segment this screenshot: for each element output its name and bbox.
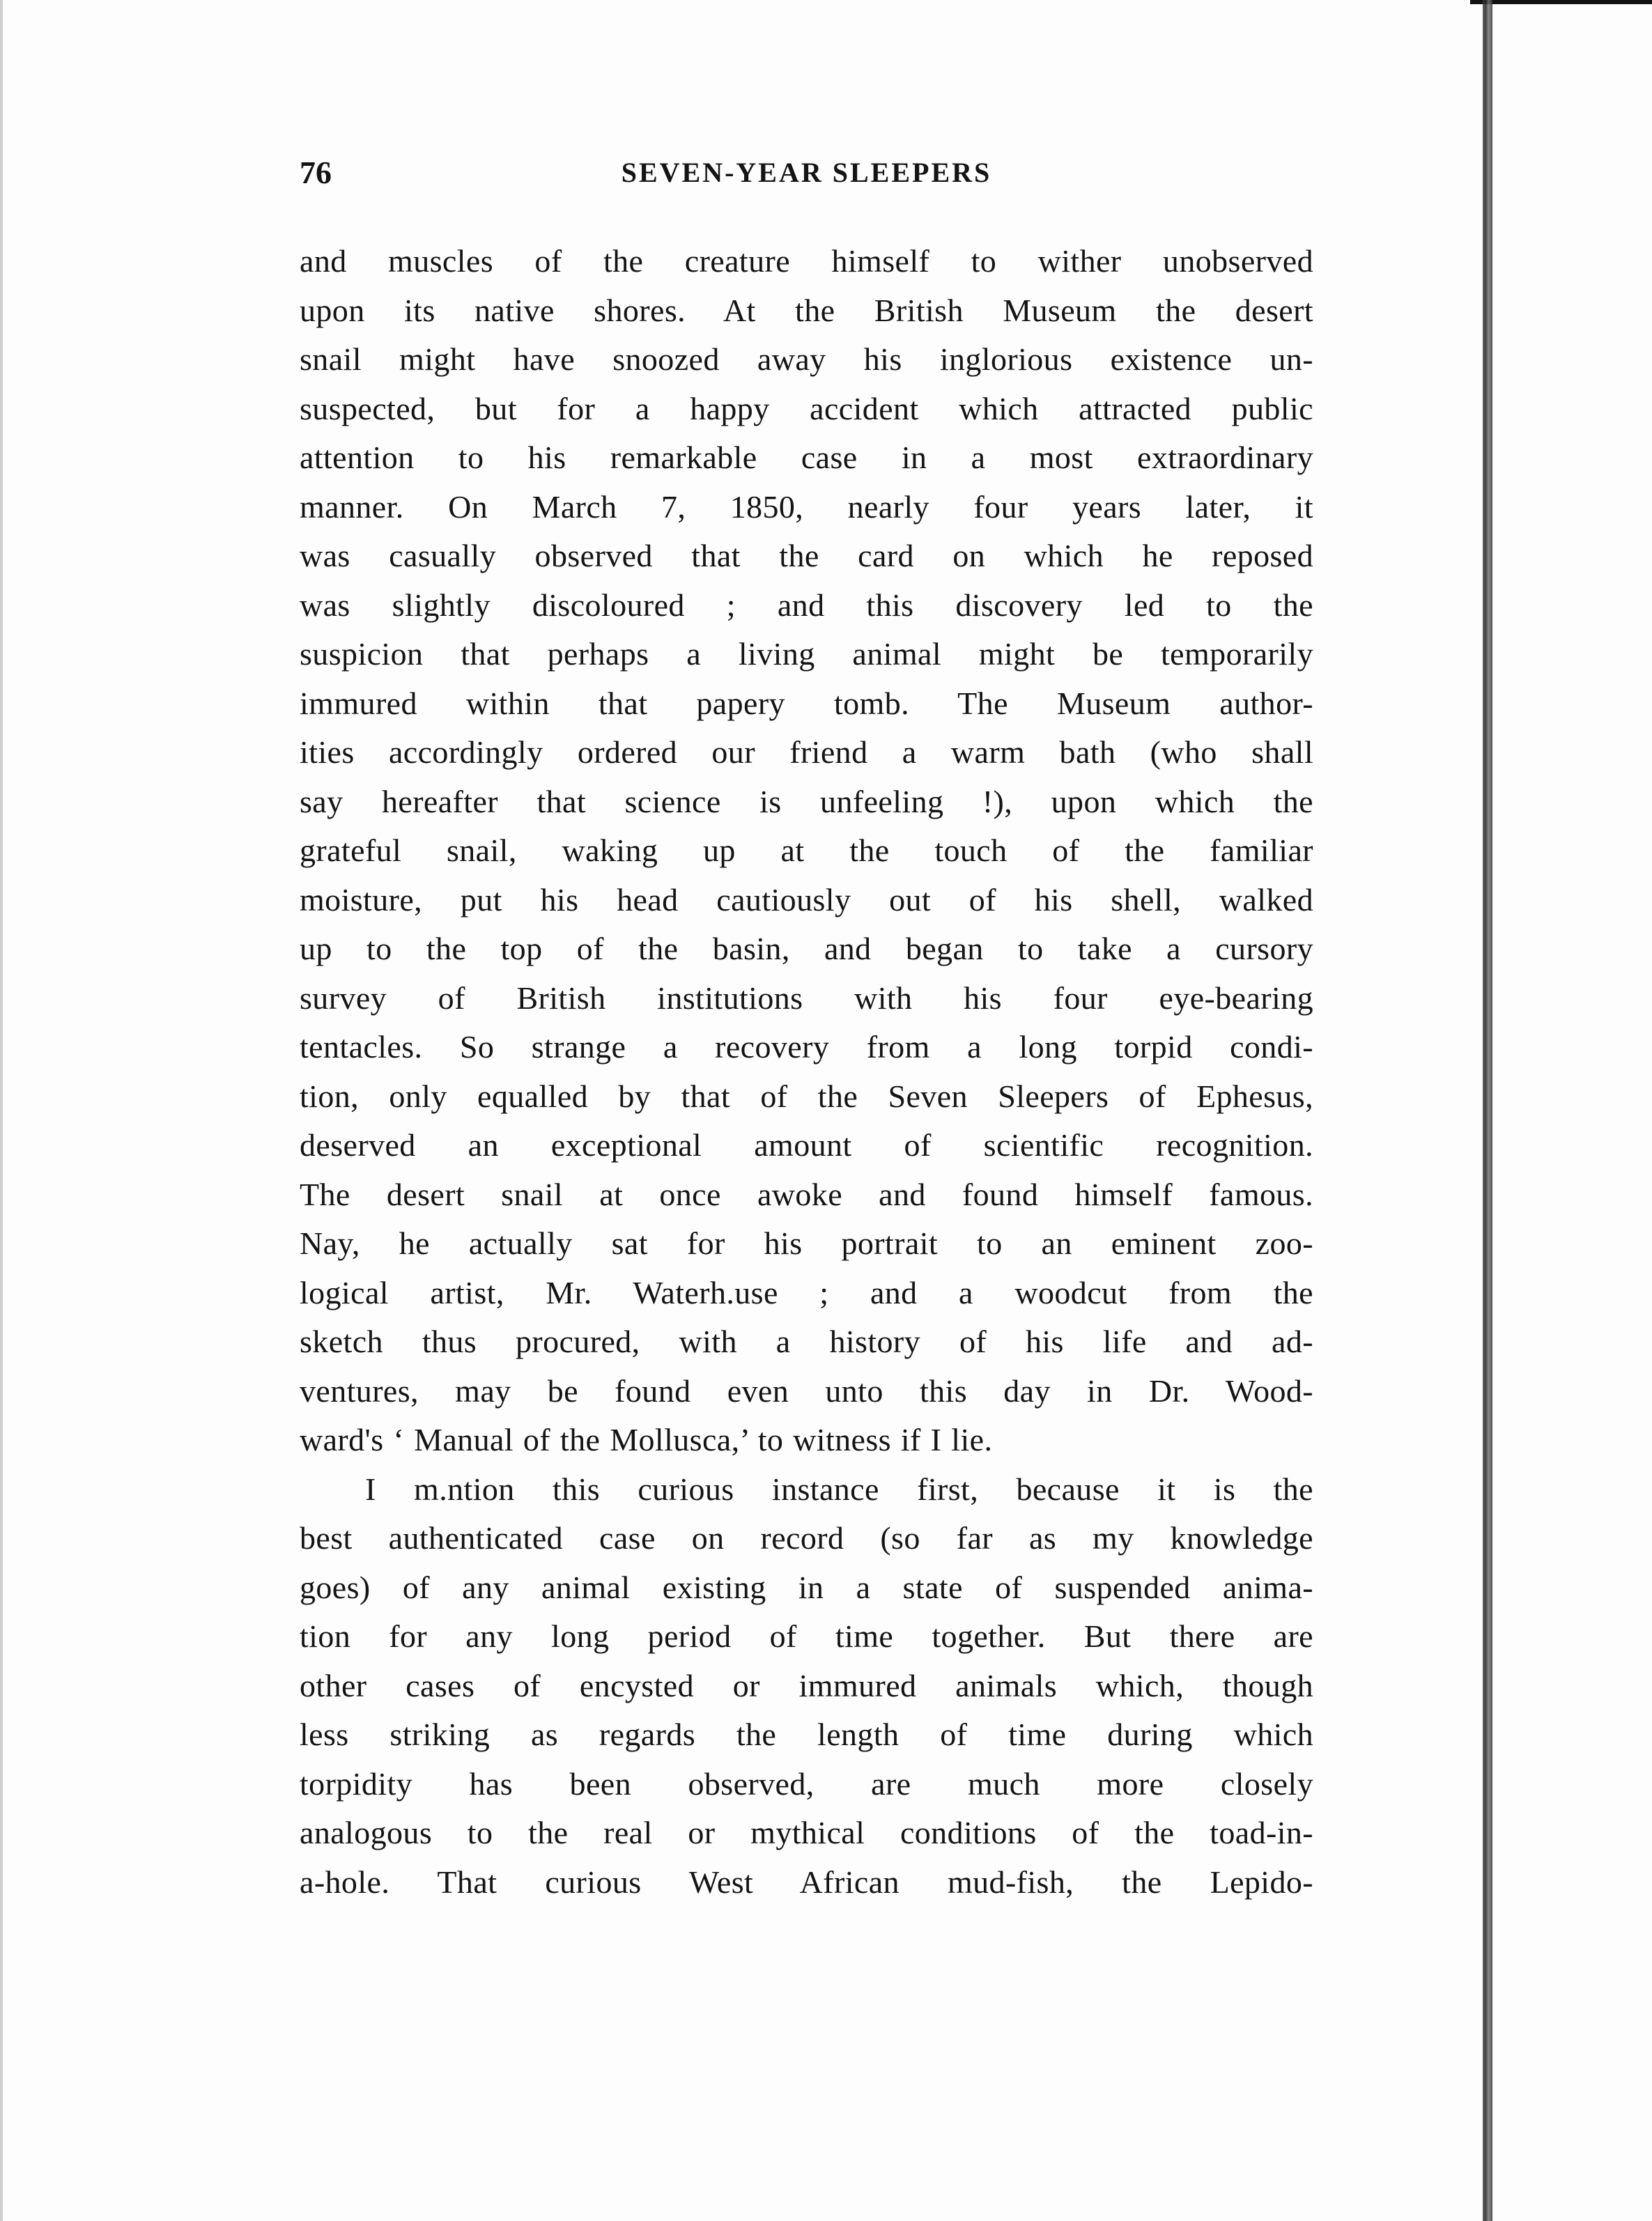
- page-left-edge: [0, 0, 3, 2221]
- text-line: up to the top of the basin, and began to take a cursory: [300, 931, 1313, 966]
- text-line: attention to his remarkable case in a most extraordinary: [300, 440, 1313, 475]
- text-line: was slightly discoloured ; and this discovery led to the: [300, 587, 1313, 623]
- text-line: tion, only equalled by that of the Seven Sleepers of Ephesus,: [300, 1078, 1313, 1114]
- text-line: analogous to the real or mythical conditions of the toad-in-: [300, 1815, 1313, 1850]
- text-line: suspicion that perhaps a living animal might be temporarily: [300, 636, 1313, 672]
- book-spine-shadow: [1483, 0, 1492, 2221]
- text-line: tion for any long period of time together. But there are: [300, 1618, 1313, 1654]
- text-line: a-hole. That curious West African mud-fish, the Lepido-: [300, 1864, 1313, 1900]
- text-line: other cases of encysted or immured animals which, though: [300, 1667, 1313, 1703]
- scan-top-border: [1470, 0, 1652, 4]
- text-line: moisture, put his head cautiously out of his shell, walked: [300, 881, 1313, 918]
- text-line: upon its native shores. At the British Museum the desert: [300, 292, 1313, 328]
- text-line: ward's ‘ Manual of the Mollusca,’ to witness if I lie.: [300, 1422, 993, 1457]
- text-line: say hereafter that science is unfeeling !), upon which the: [300, 783, 1313, 819]
- text-line: deserved an exceptional amount of scientific recognition.: [300, 1127, 1313, 1163]
- text-line: was casually observed that the card on which he reposed: [300, 538, 1313, 573]
- text-line: less striking as regards the length of time during which: [300, 1717, 1313, 1752]
- text-line: immured within that papery tomb. The Museum author-: [300, 685, 1313, 721]
- text-line: The desert snail at once awoke and found himself famous.: [300, 1176, 1313, 1212]
- text-line: best authenticated case on record (so far as my knowledge: [300, 1520, 1313, 1556]
- text-line: torpidity has been observed, are much more closely: [300, 1765, 1313, 1802]
- text-line: manner. On March 7, 1850, nearly four years later, it: [300, 488, 1313, 525]
- text-line: logical artist, Mr. Waterh.use ; and a woodcut from the: [300, 1274, 1313, 1310]
- text-line: Nay, he actually sat for his portrait to an eminent zoo-: [300, 1225, 1313, 1261]
- text-line: sketch thus procured, with a history of his life and ad-: [300, 1324, 1313, 1359]
- text-line: I m.ntion this curious instance first, because it is the: [365, 1471, 1313, 1507]
- text-line: ventures, may be found even unto this day in Dr. Wood-: [300, 1372, 1313, 1409]
- page-number: 76: [300, 155, 332, 190]
- text-line: tentacles. So strange a recovery from a long torpid condi-: [300, 1029, 1313, 1065]
- body-text: [300, 237, 1313, 1907]
- page-header: [300, 148, 1313, 197]
- text-line: suspected, but for a happy accident which attracted public: [300, 390, 1313, 426]
- running-head: SEVEN-YEAR SLEEPERS: [621, 157, 992, 188]
- text-line: grateful snail, waking up at the touch of the familiar: [300, 833, 1313, 868]
- text-line: survey of British institutions with his four eye-bearing: [300, 980, 1313, 1016]
- text-line: and muscles of the creature himself to wither unobserved: [300, 243, 1313, 279]
- text-line: goes) of any animal existing in a state of suspended anima-: [300, 1569, 1313, 1605]
- text-line: snail might have snoozed away his inglorious existence un-: [300, 341, 1313, 377]
- text-line: ities accordingly ordered our friend a warm bath (who shall: [300, 734, 1313, 770]
